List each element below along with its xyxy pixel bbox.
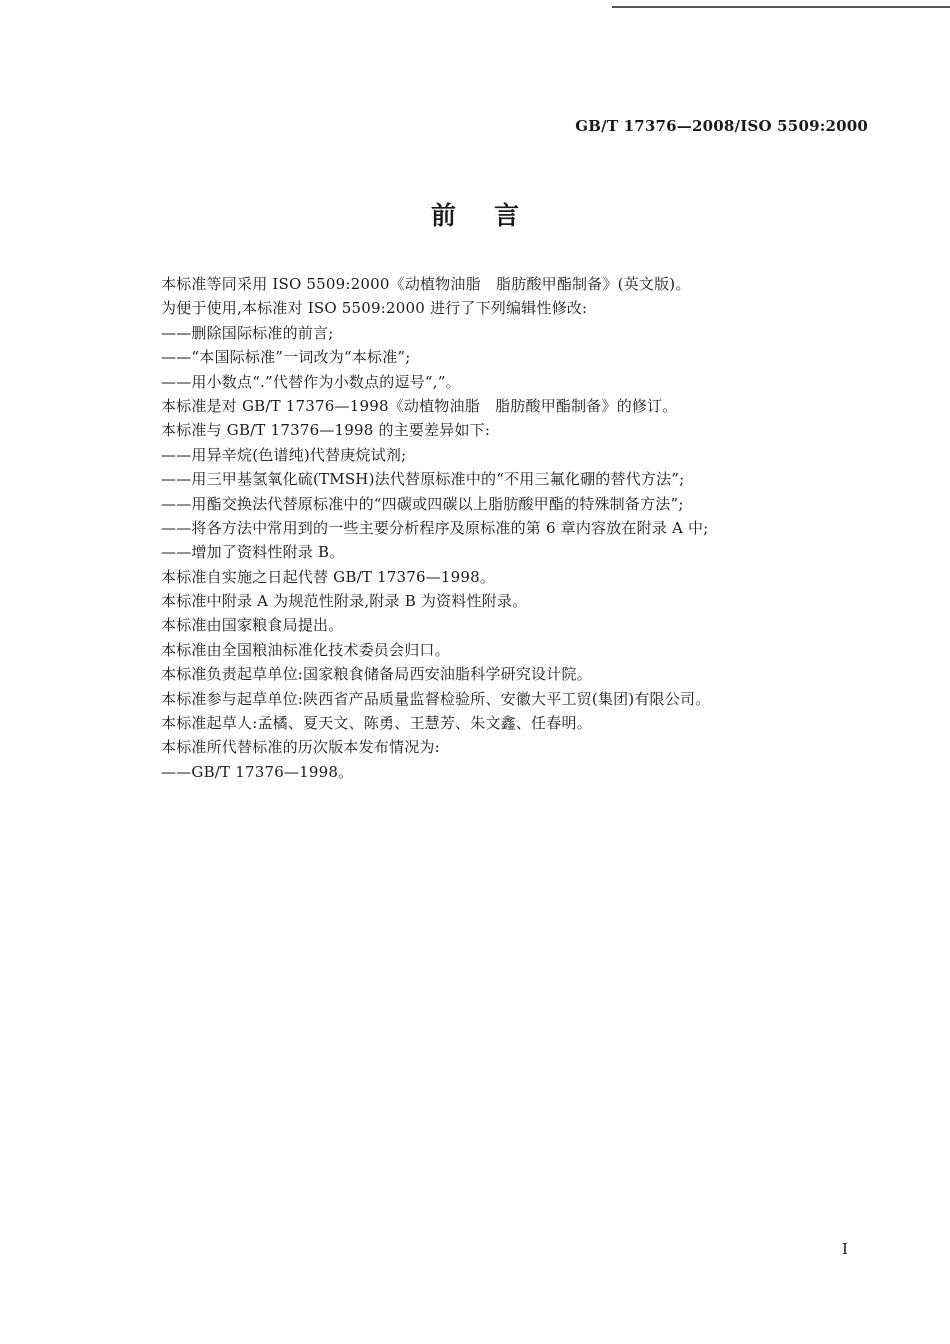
body-line: 本标准是对 GB/T 17376—1998《动植物油脂 脂肪酸甲酯制备》的修订。 bbox=[161, 396, 678, 415]
body-line: ——GB/T 17376—1998。 bbox=[161, 762, 354, 781]
body-line: 本标准等同采用 ISO 5509:2000《动植物油脂 脂肪酸甲酯制备》(英文版)。 bbox=[161, 275, 691, 293]
body-line: 本标准负责起草单位:国家粮食储备局西安油脂科学研究设计院。 bbox=[161, 665, 592, 684]
body-line: ——用三甲基氢氧化硫(TMSH)法代替原标准中的“不用三氟化硼的替代方法”; bbox=[161, 470, 685, 489]
body-line: ——“本国际标准”一词改为“本标准”; bbox=[161, 348, 411, 367]
body-line: ——增加了资料性附录 B。 bbox=[161, 543, 345, 562]
body-line: 本标准参与起草单位:陕西省产品质量监督检验所、安徽大平工贸(集团)有限公司。 bbox=[161, 689, 711, 708]
body-line: 为便于使用,本标准对 ISO 5509:2000 进行了下列编辑性修改: bbox=[161, 299, 588, 318]
body-line: ——将各方法中常用到的一些主要分析程序及原标准的第 6 章内容放在附录 A 中; bbox=[161, 518, 709, 537]
body-line: 本标准由全国粮油标准化技术委员会归口。 bbox=[161, 640, 450, 659]
body-line: ——删除国际标准的前言; bbox=[161, 323, 334, 342]
body-line: ——用异辛烷(色谱纯)代替庚烷试剂; bbox=[161, 445, 407, 464]
page-number: I bbox=[842, 1240, 848, 1258]
standard-number: GB/T 17376—2008/ISO 5509:2000 bbox=[575, 117, 868, 135]
top-rule bbox=[612, 6, 950, 8]
body-line: 本标准起草人:孟橘、夏天文、陈勇、王慧芳、朱文鑫、任春明。 bbox=[161, 714, 592, 733]
body-line: ——用小数点“.”代替作为小数点的逗号“,”。 bbox=[161, 372, 461, 391]
body-line: 本标准与 GB/T 17376—1998 的主要差异如下: bbox=[161, 421, 491, 440]
body-line: ——用酯交换法代替原标准中的“四碳或四碳以上脂肪酸甲酯的特殊制备方法”; bbox=[161, 494, 684, 513]
body-line: 本标准自实施之日起代替 GB/T 17376—1998。 bbox=[161, 567, 496, 586]
body-line: 本标准所代替标准的历次版本发布情况为: bbox=[161, 738, 440, 757]
preface-body bbox=[161, 272, 801, 784]
body-line: 本标准由国家粮食局提出。 bbox=[161, 616, 344, 635]
body-line: 本标准中附录 A 为规范性附录,附录 B 为资料性附录。 bbox=[161, 592, 528, 611]
page-title: 前言 bbox=[430, 201, 557, 230]
